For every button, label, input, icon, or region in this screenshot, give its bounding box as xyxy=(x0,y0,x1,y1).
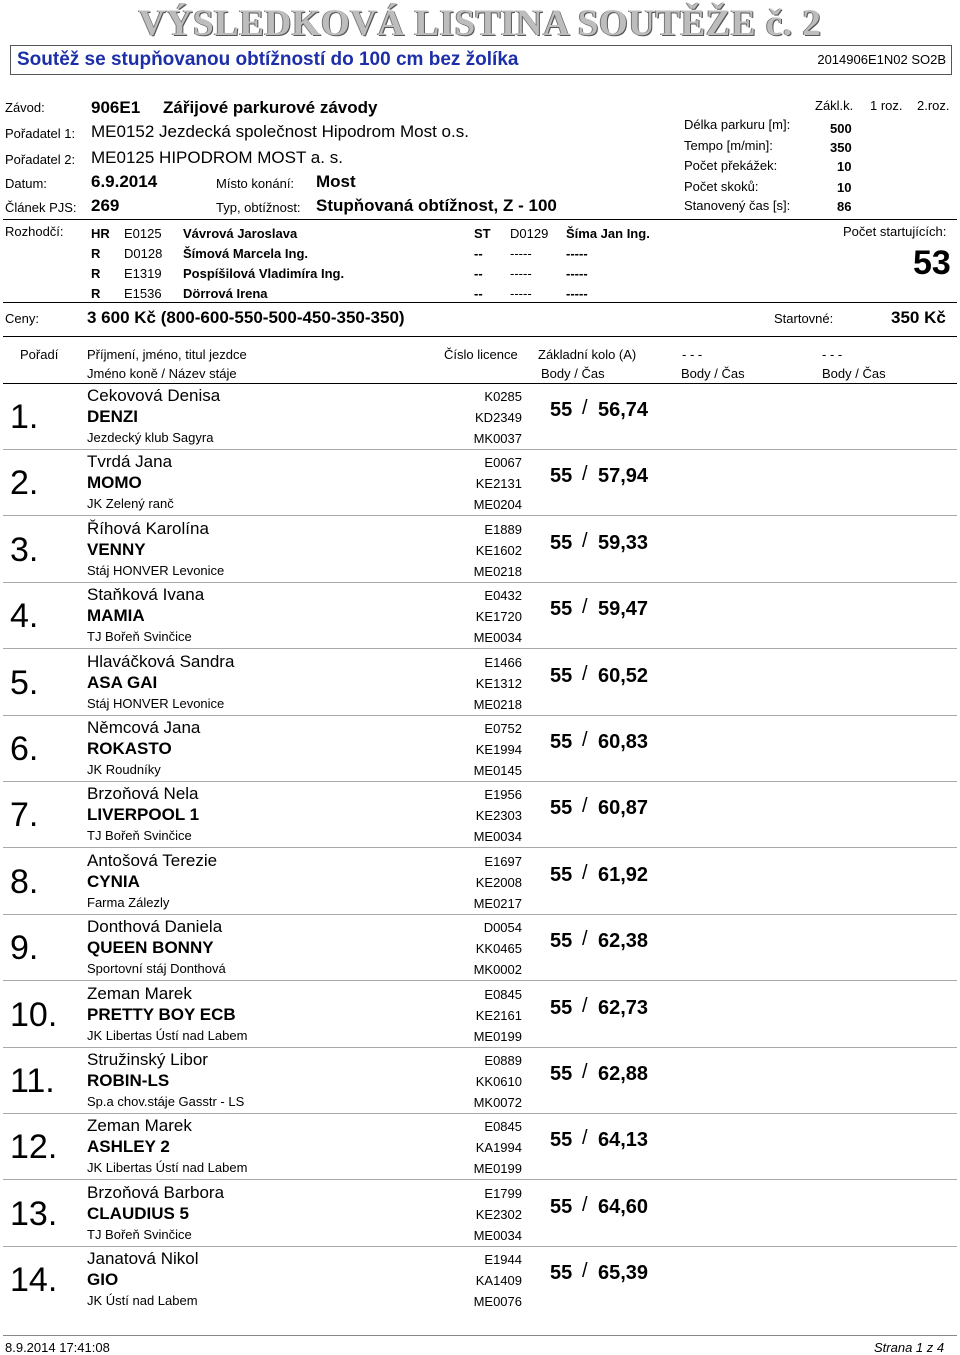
result-separator: / xyxy=(582,861,588,884)
rider-name: Janatová Nikol xyxy=(87,1249,199,1269)
result-time: 62,38 xyxy=(598,930,649,953)
result-position: 4. xyxy=(10,597,39,636)
result-points: 55 xyxy=(550,1195,573,1218)
result-separator: / xyxy=(582,994,588,1017)
result-time: 59,33 xyxy=(598,531,649,554)
judge-role2: -- xyxy=(474,286,483,301)
rider-name: Donthová Daniela xyxy=(87,917,223,937)
stable-name: Stáj HONVER Levonice xyxy=(87,562,225,578)
stable-name: Stáj HONVER Levonice xyxy=(87,695,225,711)
row-divider xyxy=(3,1047,957,1048)
result-separator: / xyxy=(582,529,588,552)
result-points: 55 xyxy=(550,531,573,554)
judge-name: Pospíšilová Vladimíra Ing. xyxy=(183,266,345,281)
result-position: 7. xyxy=(10,796,39,835)
divider-prizes xyxy=(3,336,957,337)
stable-licence: ME0218 xyxy=(473,696,522,712)
result-separator: / xyxy=(582,662,588,685)
horse-name: PRETTY BOY ECB xyxy=(87,1004,236,1024)
misto-value: Most xyxy=(316,172,356,191)
rider-name: Němcová Jana xyxy=(87,718,201,737)
horse-licence: KK0465 xyxy=(475,941,522,957)
param-label-prekazky: Počet překážek: xyxy=(684,158,778,173)
datum-value: 6.9.2014 xyxy=(91,172,158,191)
stable-name: Sp.a chov.stáje Gasstr - LS xyxy=(87,1094,245,1109)
stable-licence: MK0072 xyxy=(473,1095,522,1110)
row-divider xyxy=(3,515,957,516)
result-points: 55 xyxy=(550,996,573,1019)
param-label-tempo: Tempo [m/min]: xyxy=(684,138,773,153)
result-position: 10. xyxy=(10,995,58,1034)
row-divider xyxy=(3,980,957,981)
result-position: 1. xyxy=(10,398,39,436)
horse-licence: KD2349 xyxy=(475,410,522,425)
result-time: 64,13 xyxy=(598,1129,649,1152)
param-col-roz1: 1 roz. xyxy=(870,98,903,113)
poradatel1-value: ME0152 Jezdecká společnost Hipodrom Most o.s. xyxy=(91,122,469,141)
rider-name: Tvrdá Jana xyxy=(87,452,173,472)
param-value-delka: 500 xyxy=(830,121,852,136)
rider-name: Brzoňová Nela xyxy=(87,784,199,804)
competition-subtitle: Soutěž se stupňovanou obtížností do 100 cm bez žolíka xyxy=(17,49,519,70)
result-separator: / xyxy=(582,729,588,751)
horse-licence: KE2302 xyxy=(475,1206,522,1222)
judge-code: E1536 xyxy=(124,286,162,301)
starters-count: 53 xyxy=(913,244,951,282)
horse-name: LIVERPOOL 1 xyxy=(87,805,200,825)
rider-name: Hlaváčková Sandra xyxy=(87,651,235,671)
header-jmeno: Příjmení, jméno, titul jezdce xyxy=(87,347,247,362)
judge-name: Šímová Marcela Ing. xyxy=(183,246,308,261)
horse-licence: KK0610 xyxy=(475,1074,522,1089)
result-time: 56,74 xyxy=(598,399,649,421)
judge-role: R xyxy=(91,246,101,261)
horse-licence: KE2008 xyxy=(475,874,522,890)
poradatel1-label: Pořadatel 1: xyxy=(5,126,76,141)
header-body2: Body / Čas xyxy=(681,366,745,381)
judge-code2: ----- xyxy=(510,246,532,261)
judge-code: E1319 xyxy=(124,266,162,281)
result-time: 60,83 xyxy=(598,731,649,753)
rider-licence: E0845 xyxy=(484,1119,522,1135)
misto-label: Místo konání: xyxy=(216,176,295,191)
result-points: 55 xyxy=(550,1063,573,1085)
rider-licence: E1944 xyxy=(484,1252,522,1268)
judge-role2: -- xyxy=(474,266,483,281)
clanek-value: 269 xyxy=(91,196,120,215)
stable-name: TJ Bořeň Svinčice xyxy=(87,828,192,844)
horse-licence: KE1994 xyxy=(475,742,522,757)
judge-role: R xyxy=(91,266,101,281)
stable-licence: MK0037 xyxy=(473,431,522,446)
judge-name: Vávrová Jaroslava xyxy=(183,226,298,241)
zavod-code: 906E1 xyxy=(91,98,141,117)
judge-name2: Šíma Jan Ing. xyxy=(566,226,650,241)
result-separator: / xyxy=(582,1193,588,1216)
horse-licence: KE1602 xyxy=(475,542,522,558)
divider-footer xyxy=(3,1335,957,1336)
row-divider xyxy=(3,847,957,848)
stable-name: JK Libertas Ústí nad Labem xyxy=(87,1027,248,1043)
zavod-name: Zářijové parkurové závody xyxy=(163,98,378,117)
result-points: 55 xyxy=(550,399,573,421)
starters-label: Počet startujících: xyxy=(843,224,947,239)
stable-licence: ME0076 xyxy=(473,1294,522,1310)
horse-name: GIO xyxy=(87,1270,119,1290)
rider-licence: E0889 xyxy=(484,1053,522,1068)
stable-name: Farma Zálezly xyxy=(87,894,170,910)
result-separator: / xyxy=(582,1127,588,1150)
param-col-roz2: 2.roz. xyxy=(917,98,950,113)
horse-name: ROBIN-LS xyxy=(87,1071,170,1090)
horse-name: QUEEN BONNY xyxy=(87,938,214,958)
poradatel2-label: Pořadatel 2: xyxy=(5,152,76,167)
rider-licence: K0285 xyxy=(484,389,522,404)
judge-name: Dörrová Irena xyxy=(183,286,268,301)
header-kun: Jméno koně / Název stáje xyxy=(87,366,237,381)
judge-code2: D0129 xyxy=(510,226,549,241)
rider-licence: E1799 xyxy=(484,1185,522,1201)
judge-role: R xyxy=(91,286,101,301)
stable-licence: ME0199 xyxy=(473,1028,522,1044)
horse-licence: KE2161 xyxy=(475,1007,522,1023)
stable-name: Jezdecký klub Sagyra xyxy=(87,430,214,445)
horse-name: ROKASTO xyxy=(87,739,172,758)
result-time: 60,52 xyxy=(598,664,649,687)
param-value-tempo: 350 xyxy=(830,140,852,155)
prizes-label: Ceny: xyxy=(5,311,39,326)
stable-licence: ME0034 xyxy=(473,829,522,845)
fee-value: 350 Kč xyxy=(891,308,946,327)
horse-name: VENNY xyxy=(87,539,146,559)
result-separator: / xyxy=(582,795,588,818)
horse-name: MOMO xyxy=(87,473,142,493)
row-divider xyxy=(3,582,957,583)
row-divider xyxy=(3,1113,957,1114)
footer-page: Strana 1 z 4 xyxy=(874,1340,945,1355)
fee-label: Startovné: xyxy=(774,311,834,326)
row-divider xyxy=(3,648,957,649)
result-position: 2. xyxy=(10,464,39,503)
rider-name: Stružinský Libor xyxy=(87,1050,208,1069)
rider-name: Staňková Ivana xyxy=(87,585,205,605)
rider-name: Brzoňová Barbora xyxy=(87,1182,225,1202)
rider-licence: E0067 xyxy=(484,455,522,471)
row-divider xyxy=(3,1179,957,1180)
result-points: 55 xyxy=(550,664,573,687)
rider-licence: E1697 xyxy=(484,853,522,869)
stable-licence: MK0002 xyxy=(473,962,522,978)
param-label-delka: Délka parkuru [m]: xyxy=(684,117,791,132)
horse-licence: KA1409 xyxy=(475,1273,522,1289)
result-position: 12. xyxy=(10,1128,58,1167)
rider-name: Říhová Karolína xyxy=(87,518,209,538)
row-divider xyxy=(3,1246,957,1247)
judge-code: D0128 xyxy=(124,246,163,261)
typ-label: Typ, obtížnost: xyxy=(216,200,301,215)
result-time: 57,94 xyxy=(598,465,649,488)
rider-licence: D0054 xyxy=(483,920,522,936)
result-time: 62,88 xyxy=(598,1063,649,1085)
row-divider xyxy=(3,449,957,450)
judge-code: E0125 xyxy=(124,226,162,241)
horse-name: DENZI xyxy=(87,407,138,426)
result-time: 60,87 xyxy=(598,797,649,820)
judge-name2: ----- xyxy=(566,266,588,281)
stable-licence: ME0034 xyxy=(473,1227,522,1243)
prizes-value: 3 600 Kč (800-600-550-500-450-350-350) xyxy=(87,308,405,327)
stable-licence: ME0204 xyxy=(473,497,522,513)
header-licence: Číslo licence xyxy=(444,347,518,362)
horse-licence: KE1720 xyxy=(475,609,522,625)
result-points: 55 xyxy=(550,863,573,886)
typ-value: Stupňovaná obtížnost, Z - 100 xyxy=(316,196,557,215)
rider-licence: E0432 xyxy=(484,588,522,604)
divider-top xyxy=(3,219,957,220)
stable-licence: ME0199 xyxy=(473,1161,522,1177)
horse-name: CYNIA xyxy=(87,871,140,891)
result-position: 13. xyxy=(10,1194,58,1233)
param-label-skoky: Počet skoků: xyxy=(684,179,759,194)
result-separator: / xyxy=(582,596,588,619)
result-separator: / xyxy=(582,1260,588,1283)
judge-role2: ST xyxy=(474,226,491,241)
result-points: 55 xyxy=(550,731,573,753)
result-time: 61,92 xyxy=(598,863,649,886)
header-dash1: - - - xyxy=(682,347,703,362)
header-poradi: Pořadí xyxy=(20,347,59,362)
stable-licence: ME0145 xyxy=(473,763,522,778)
divider-header xyxy=(3,383,957,384)
stable-name: TJ Bořeň Svinčice xyxy=(87,629,192,645)
horse-licence: KE2303 xyxy=(475,808,522,824)
row-divider xyxy=(3,715,957,716)
horse-name: ASA GAI xyxy=(87,672,158,692)
result-position: 8. xyxy=(10,862,39,901)
stable-licence: ME0217 xyxy=(473,895,522,911)
clanek-label: Článek PJS: xyxy=(5,200,77,215)
judges-label: Rozhodčí: xyxy=(5,224,64,239)
stable-name: Sportovní stáj Donthová xyxy=(87,961,226,977)
result-position: 6. xyxy=(10,730,39,768)
judge-role2: -- xyxy=(474,246,483,261)
header-zakladni: Základní kolo (A) xyxy=(538,347,637,362)
zavod-label: Závod: xyxy=(5,100,45,115)
result-separator: / xyxy=(582,463,588,486)
result-position: 5. xyxy=(10,663,39,702)
judge-role: HR xyxy=(91,226,110,241)
rider-name: Zeman Marek xyxy=(87,1116,192,1136)
result-position: 14. xyxy=(10,1261,58,1300)
judge-code2: ----- xyxy=(510,266,532,281)
result-points: 55 xyxy=(550,1129,573,1152)
stable-name: JK Zelený ranč xyxy=(87,496,174,512)
result-points: 55 xyxy=(550,598,573,621)
poradatel2-value: ME0125 HIPODROM MOST a. s. xyxy=(91,148,343,167)
header-dash2: - - - xyxy=(822,347,843,362)
rider-name: Cekovová Denisa xyxy=(87,386,221,405)
result-position: 3. xyxy=(10,530,39,569)
rider-licence: E1889 xyxy=(484,521,522,537)
judge-code2: ----- xyxy=(510,286,532,301)
subtitle-bar xyxy=(10,45,952,75)
stable-licence: ME0034 xyxy=(473,630,522,646)
footer-datetime: 8.9.2014 17:41:08 xyxy=(5,1340,110,1355)
divider-judges xyxy=(3,302,957,303)
horse-name: CLAUDIUS 5 xyxy=(87,1203,190,1223)
result-time: 62,73 xyxy=(598,996,649,1019)
result-time: 64,60 xyxy=(598,1195,649,1218)
header-body1: Body / Čas xyxy=(541,366,605,381)
result-points: 55 xyxy=(550,797,573,820)
horse-name: MAMIA xyxy=(87,606,145,626)
header-body3: Body / Čas xyxy=(822,366,886,381)
result-separator: / xyxy=(582,928,588,951)
param-label-cas: Stanovený čas [s]: xyxy=(684,198,791,213)
stable-name: TJ Bořeň Svinčice xyxy=(87,1226,192,1242)
rider-name: Antošová Terezie xyxy=(87,850,218,870)
stable-name: JK Libertas Ústí nad Labem xyxy=(87,1160,248,1176)
result-points: 55 xyxy=(550,1262,573,1285)
datum-label: Datum: xyxy=(5,176,47,191)
result-time: 65,39 xyxy=(598,1262,649,1285)
rider-licence: E1956 xyxy=(484,787,522,803)
horse-licence: KA1994 xyxy=(475,1140,522,1156)
page-title: VÝSLEDKOVÁ LISTINA SOUTĚŽE č. 2 xyxy=(138,3,822,44)
result-points: 55 xyxy=(550,930,573,953)
result-position: 11. xyxy=(10,1062,55,1100)
horse-licence: KE2131 xyxy=(475,476,522,492)
horse-name: ASHLEY 2 xyxy=(87,1137,170,1157)
competition-code: 2014906E1N02 SO2B xyxy=(817,52,946,67)
rider-licence: E0845 xyxy=(484,986,522,1002)
stable-licence: ME0218 xyxy=(473,563,522,579)
rider-licence: E1466 xyxy=(484,654,522,670)
param-value-prekazky: 10 xyxy=(837,159,852,174)
result-separator: / xyxy=(582,1061,588,1083)
row-divider xyxy=(3,914,957,915)
param-value-skoky: 10 xyxy=(837,180,852,195)
judge-name2: ----- xyxy=(566,246,588,261)
horse-licence: KE1312 xyxy=(475,675,522,691)
param-col-zakl: Zákl.k. xyxy=(815,98,854,113)
param-value-cas: 86 xyxy=(837,199,852,214)
result-position: 9. xyxy=(10,929,39,968)
result-points: 55 xyxy=(550,465,573,488)
row-divider xyxy=(3,781,957,782)
result-separator: / xyxy=(582,397,588,419)
rider-name: Zeman Marek xyxy=(87,983,192,1003)
result-time: 59,47 xyxy=(598,598,649,621)
stable-name: JK Roudníky xyxy=(87,762,161,777)
stable-name: JK Ústí nad Labem xyxy=(87,1293,198,1309)
rider-licence: E0752 xyxy=(484,721,522,736)
judge-name2: ----- xyxy=(566,286,588,301)
